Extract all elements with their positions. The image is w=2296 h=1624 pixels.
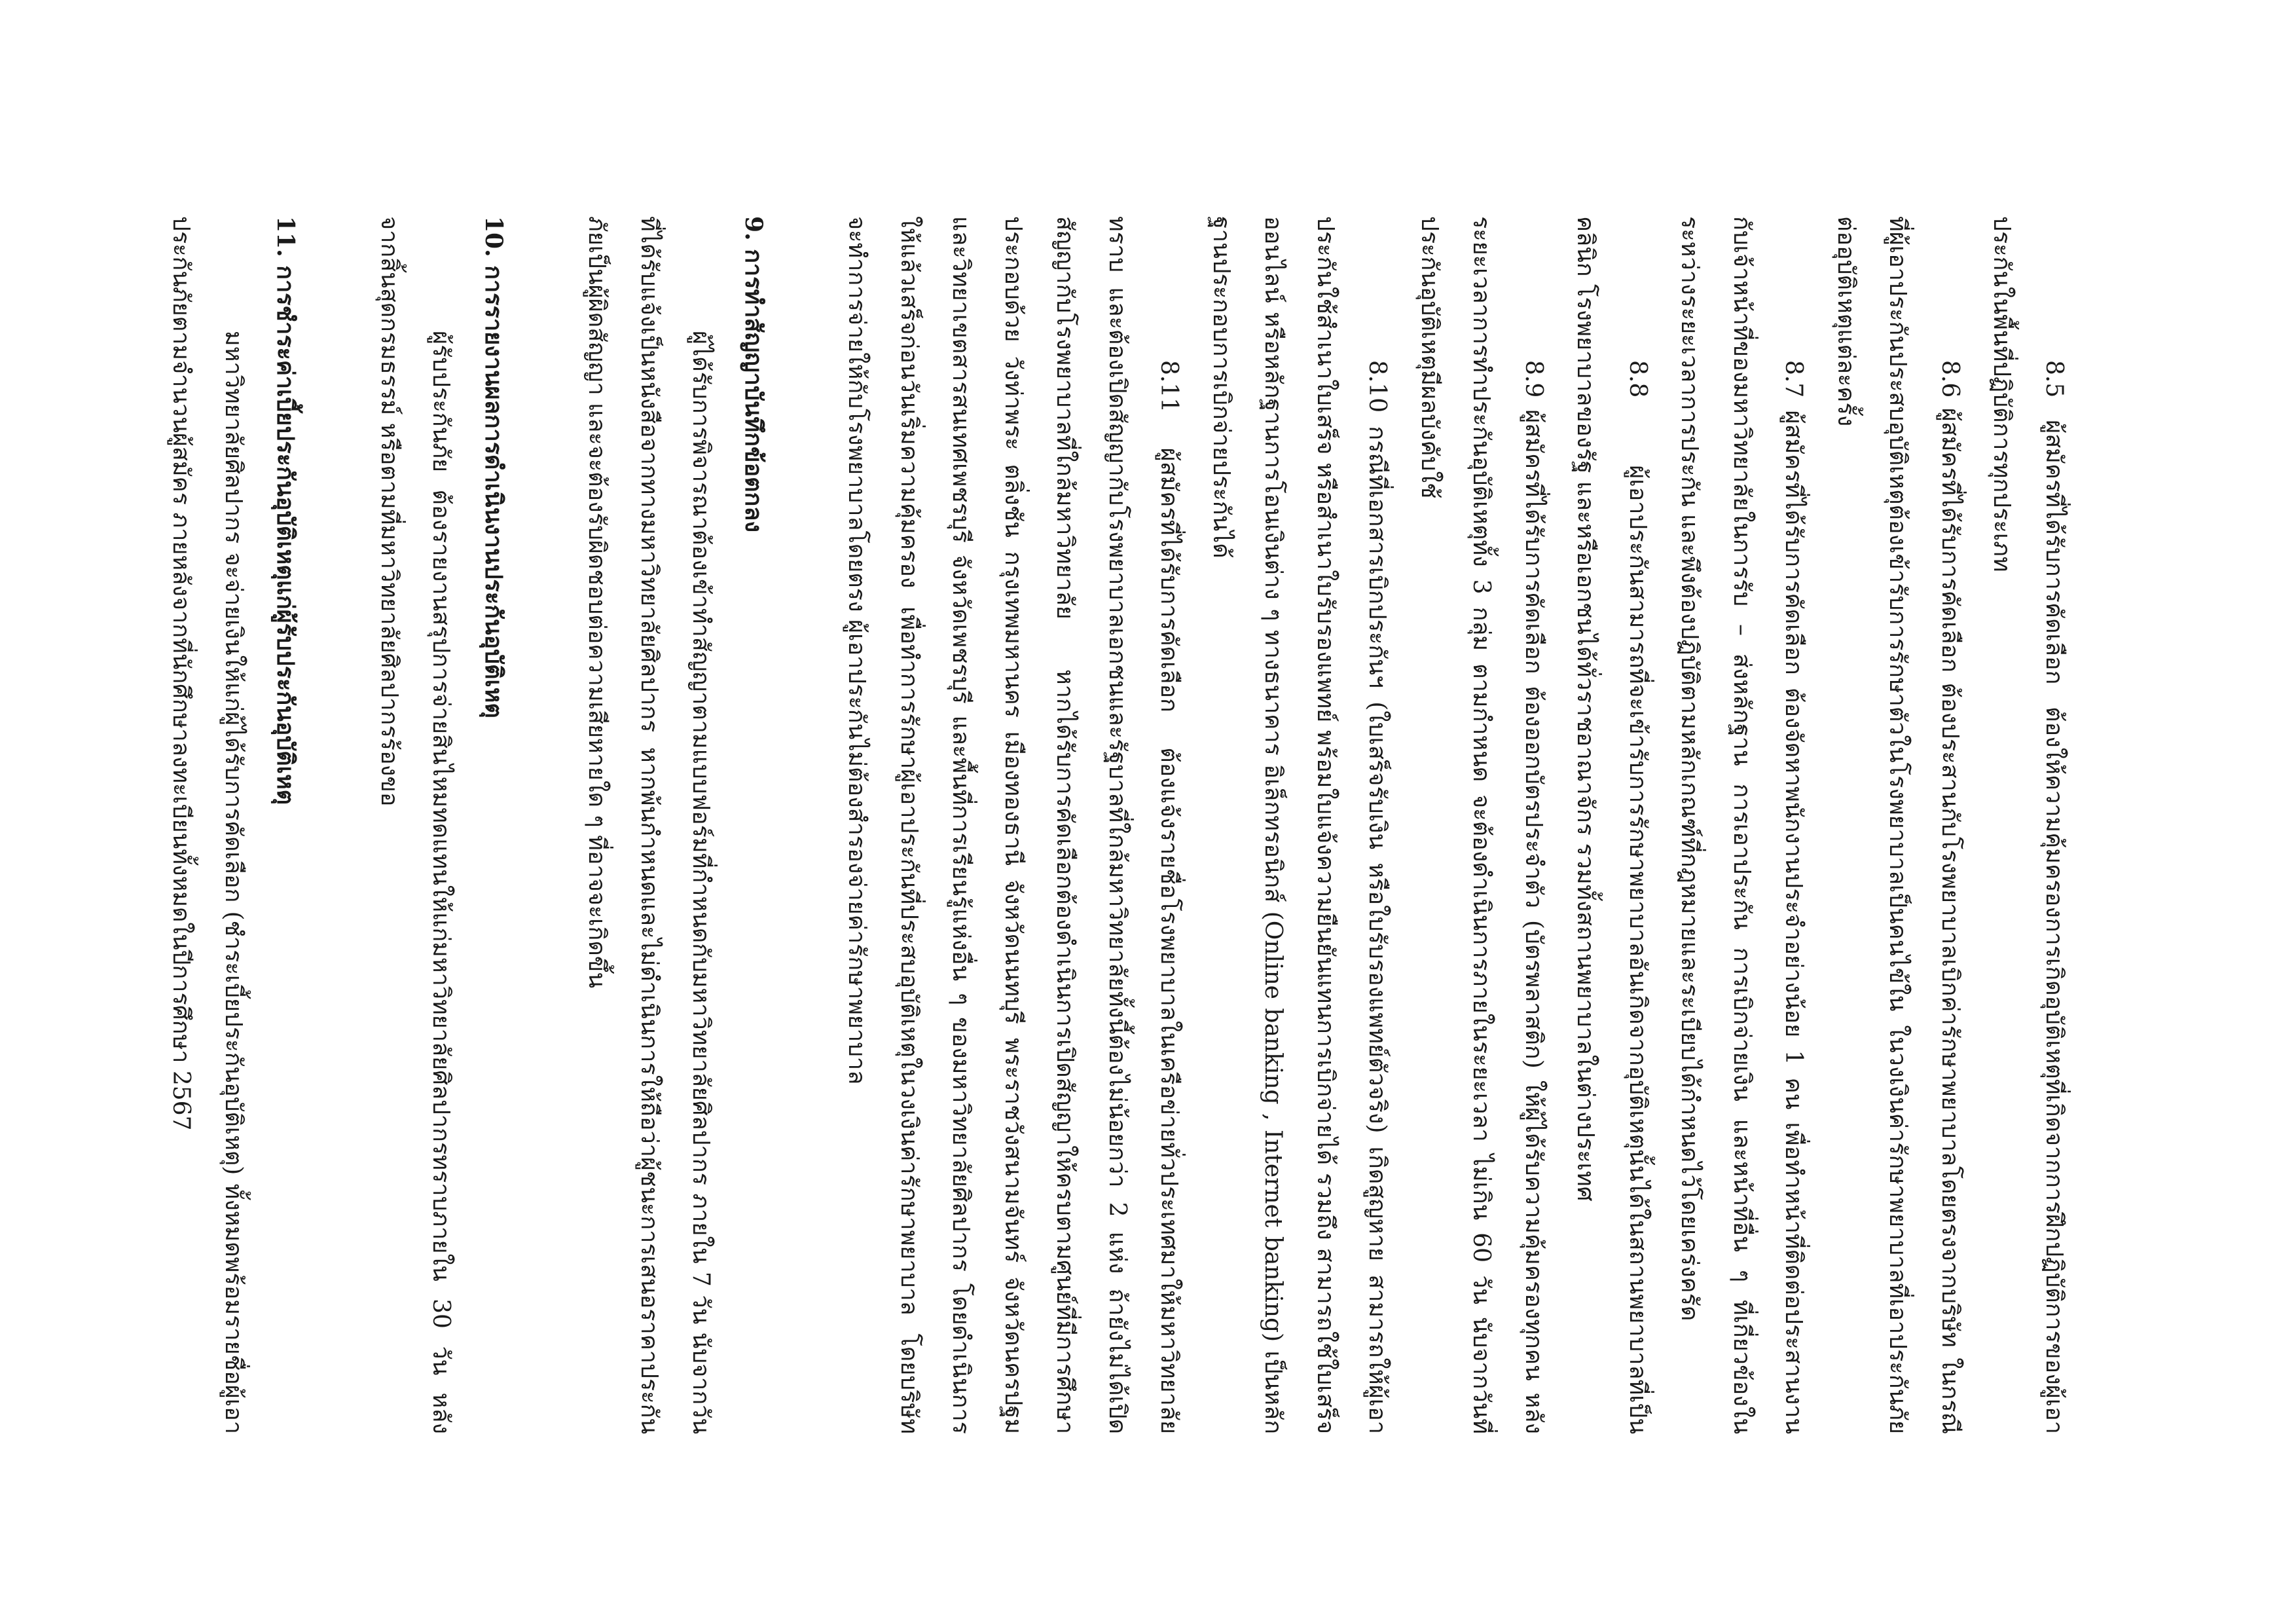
- section-10-body: ผู้รับประกันภัย ต้องรายงานสรุปการจ่ายสินไหมทดแทนให้แก่มหาวิทยาลัยศิลปากรทราบภายใน 30 วัน หลังจากสิ้นสุดกรมธรรม์ หรือตามที่มหาวิทยาลัยศิลปากรร้องขอ: [376, 216, 455, 1434]
- section-9: [571, 216, 779, 1434]
- section-10-heading: 10. การรายงานผลการดำเนินงานประกันอุบัติเหตุ: [480, 216, 507, 718]
- clause-8-9: 8.9 ผู้สมัครที่ได้รับการคัดเลือก ต้องออกบัตรประจำตัว (บัตรพลาสติก) ให้ผู้ได้รับความคุ้มครองทุกคน หลังระยะเวลาการทำประกันอุบัติเหตุทั้ง 3 กลุ่ม ตามกำหนด จะต้องดำเนินการภายในระยะเวลา ไม่เกิน 60 วัน นับจากวันที่ประกันอุบัติเหตุมีผลบังคับใช้: [1416, 216, 1547, 1434]
- clause-8-7: 8.7 ผู้สมัครที่ได้รับการคัดเลือก ต้องจัดหาพนักงานประจำอย่างน้อย 1 คน เพื่อทำหน้าที่ติดต่อประสานงานกับเจ้าหน้าที่ของมหาวิทยาลัยในการรับ – ส่งหลักฐาน การเอาประกัน การเบิกจ่ายเงิน และหน้าที่อื่น ๆ ที่เกี่ยวข้องในระหว่างระยะเวลาการประกัน และพึงต้องปฏิบัติตามหลักเกณฑ์ที่กฎหมายและระเบียบได้กำหนดไว้โดยเคร่งครัด: [1676, 216, 1808, 1434]
- section-8-continued: [831, 216, 2080, 1434]
- clause-8-8: 8.8 ผู้เอาประกันสามารถที่จะเข้ารับการรักษาพยาบาลอันเกิดจากอุบัติเหตุนั้นได้ในสถานพยาบาลที่เป็นคลินิก โรงพยาบาลของรัฐ และหรือเอกชนได้ทั่วราชอาณาจักร รวมทั้งสถานพยาบาลในต่างประเทศ: [1572, 216, 1651, 1434]
- section-10: [363, 216, 520, 1434]
- section-9-body: ผู้ได้รับการพิจารณาต้องเข้าทำสัญญาตามแบบฟอร์มที่กำหนดกับมหาวิทยาลัยศิลปากร ภายใน 7 วัน นับจากวันที่ได้รับแจ้งเป็นหนังสือจากทางมหาวิทยาลัยศิลปากร หากพ้นกำหนดและไม่ดำเนินการให้ถือว่าผู้ชนะการเสนอราคาประกันภัยเป็นผู้ผิดสัญญา และจะต้องรับผิดชอบต่อความเสียหายใด ๆ ที่อาจจะเกิดขึ้น: [583, 216, 715, 1434]
- clause-8-5: 8.5 ผู้สมัครที่ได้รับการคัดเลือก ต้องให้ความคุ้มครองการเกิดอุบัติเหตุที่เกิดจากการฝึกปฏิบัติการของผู้เอาประกันในพื้นที่ปฏิบัติการทุกประเภท: [1988, 216, 2068, 1434]
- section-9-heading: 9. การทำสัญญาบันทึกข้อตกลง: [740, 216, 767, 532]
- clause-8-6: 8.6 ผู้สมัครที่ได้รับการคัดเลือก ต้องประสานกับโรงพยาบาลเบิกค่ารักษาพยาบาลโดยตรงจากบริษัท ในกรณีที่ผู้เอาประกันประสบอุบัติเหตุต้องเข้ารับการรักษาตัวในโรงพยาบาลเป็นคนไข้ใน ในวงเงินค่ารักษาพยาบาลที่เอาประกันภัยต่ออุบัติเหตุแต่ละครั้ง: [1832, 216, 1963, 1434]
- section-11-body: มหาวิทยาลัยศิลปากร จะจ่ายเงินให้แก่ผู้ได้รับการคัดเลือก (ชำระเบี้ยประกันอุบัติเหตุ) ทั้งหมดพร้อมรายชื่อผู้เอาประกันภัยตามจำนวนผู้สมัคร ภายหลังจากที่นักศึกษาลงทะเบียนทั้งหมดในปีการศึกษา 2567: [168, 216, 247, 1434]
- section-11-heading: 11. การชำระค่าเบี้ยประกันอุบัติเหตุแก่ผู้รับประกันอุบัติเหตุ: [272, 216, 300, 805]
- section-11: [155, 216, 312, 1434]
- clause-8-11: 8.11 ผู้สมัครที่ได้รับการคัดเลือก ต้องแจ้งรายชื่อโรงพยาบาลในเครือข่ายทั่วประเทศมาให้มหาวิทยาลัยทราบ และต้องเปิดสัญญากับโรงพยาบาลเอกชนและรัฐบาลที่ใกล้มหาวิทยาลัยทั้งนี้ต้องไม่น้อยกว่า 2 แห่ง ถ้ายังไม่ได้เปิดสัญญากับโรงพยาบาลที่ใกล้มหาวิทยาลัย หากได้รับการคัดเลือกต้องดำเนินการเปิดสัญญาให้ครบตามศูนย์ที่มีการศึกษาประกอบด้วย วังท่าพระ ตลิ่งชัน กรุงเทพมหานคร เมืองทองธานี จังหวัดนนทบุรี พระราชวังสนามจันทร์ จังหวัดนครปฐม และวิทยาเขตสารสนเทศเพชรบุรี จังหวัดเพชรบุรี และพื้นที่การเรียนรู้แห่งอื่น ๆ ของมหาวิทยาลัยศิลปากร โดยดำเนินการให้แล้วเสร็จก่อนวันเริ่มความคุ้มครอง เพื่อทำการรักษาผู้เอาประกันที่ประสบอุบัติเหตุในวงเงินค่ารักษาพยาบาล โดยบริษัทจะทำการจ่ายให้กับโรงพยาบาลโดยตรง ผู้เอาประกันไม่ต้องสำรองจ่ายค่ารักษาพยาบาล: [843, 216, 1183, 1434]
- clause-8-10: 8.10 กรณีที่เอกสารเบิกประกันฯ (ใบเสร็จรับเงิน หรือใบรับรองแพทย์ตัวจริง) เกิดสูญหาย สามารถให้ผู้เอาประกันใช้สำเนาใบเสร็จ หรือสำเนาใบรับรองแพทย์ พร้อมใบแจ้งความยืนยันแทนการเบิกจ่ายได้ รวมถึง สามารถใช้ใบเสร็จออนไลน์ หรือหลักฐานการโอนเงินต่าง ๆ ทางธนาคาร อิเล็กทรอนิกส์ (Online banking , Internet banking) เป็นหลักฐานประกอบการเบิกจ่ายประกันได้: [1208, 216, 1391, 1434]
